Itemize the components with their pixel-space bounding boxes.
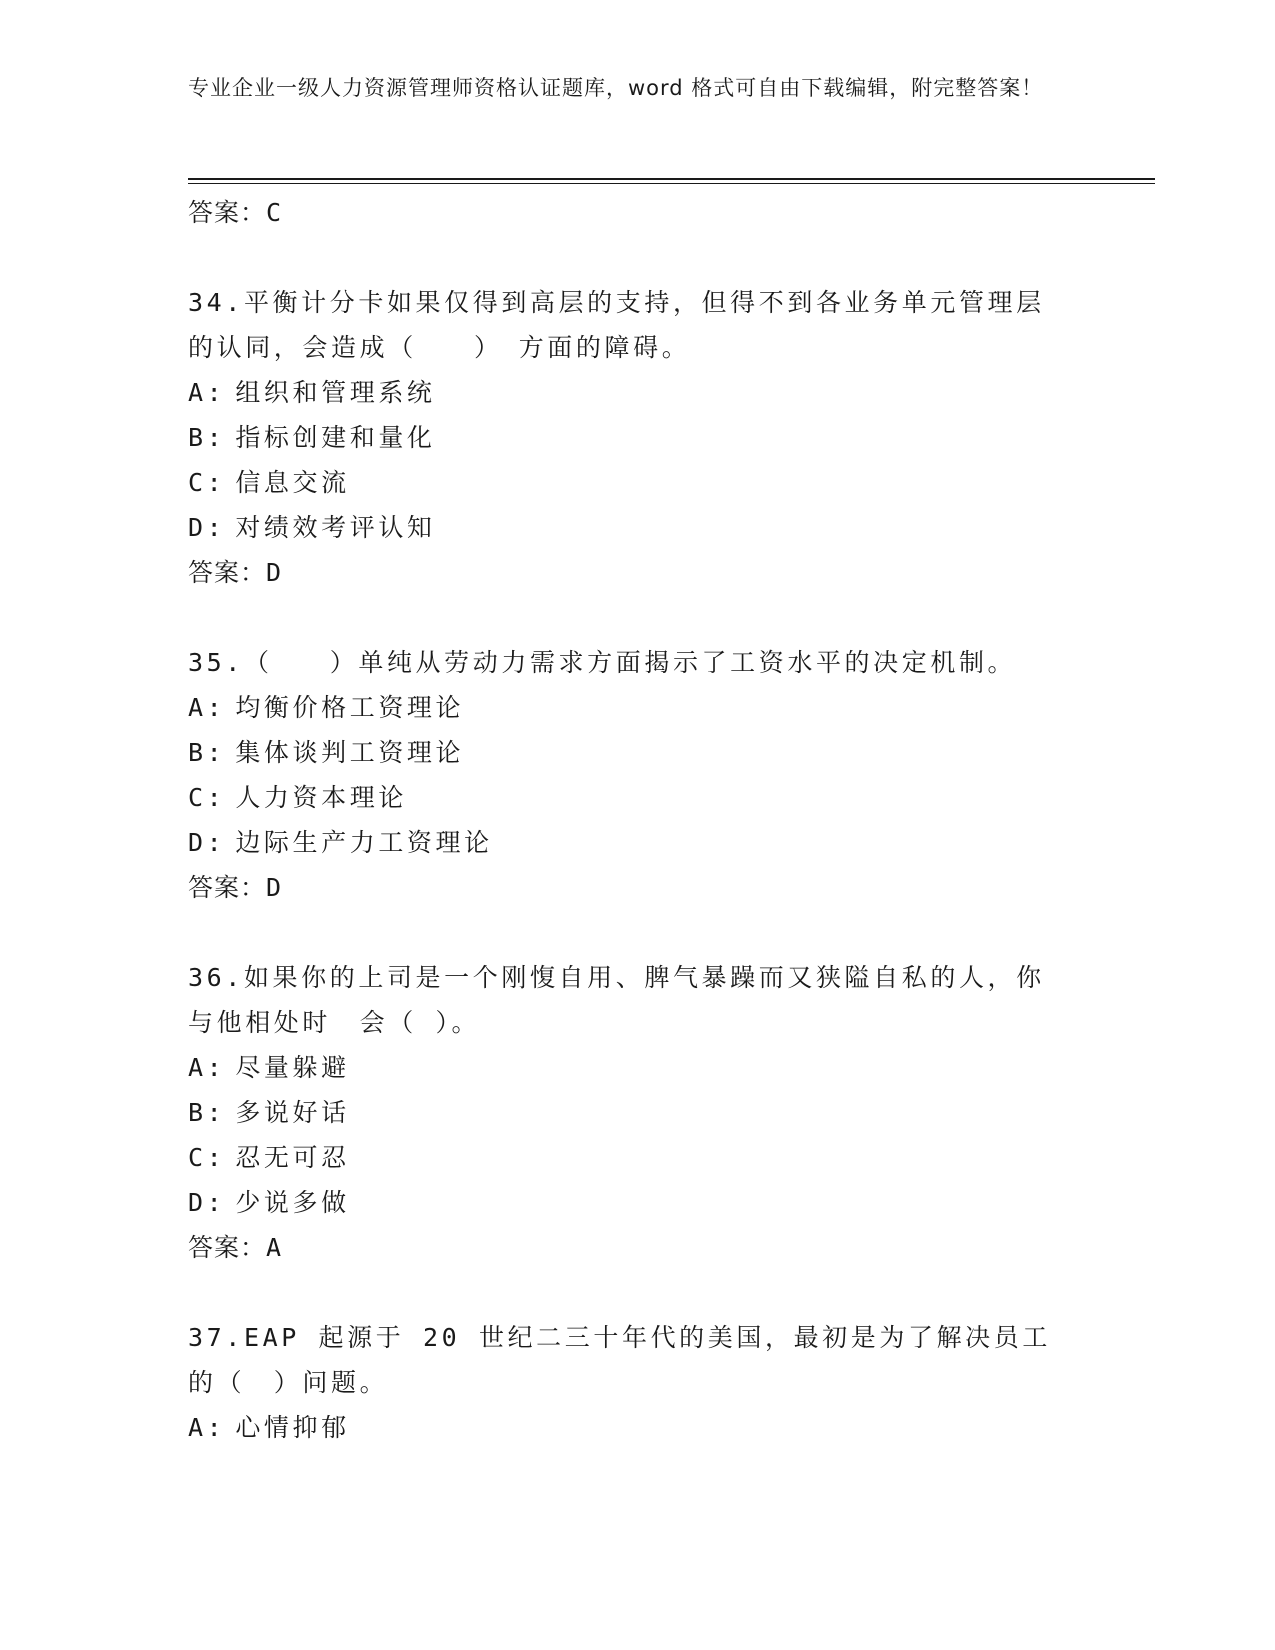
option-key: A:: [188, 1053, 226, 1082]
option-d: [188, 505, 1088, 550]
answer-line: [188, 865, 1088, 911]
option-text: 人力资本理论: [235, 783, 407, 812]
question-stem: 34.平衡计分卡如果仅得到高层的支持，但得不到各业务单元管理层的认同，会造成（ ） 方面的障碍。: [188, 288, 1045, 362]
option-a: [188, 1405, 1088, 1450]
option-text: 信息交流: [235, 468, 350, 497]
header-divider-thin: [188, 183, 1155, 184]
option-text: 边际生产力工资理论: [235, 828, 493, 857]
option-key: C:: [188, 783, 226, 812]
option-key: A:: [188, 693, 226, 722]
answer-label: 答案：: [188, 198, 267, 227]
option-key: B:: [188, 738, 226, 767]
option-text: 心情抑郁: [235, 1413, 350, 1442]
option-text: 忍无可忍: [235, 1143, 350, 1172]
option-b: [188, 730, 1088, 775]
option-key: C:: [188, 468, 226, 497]
question-list: [188, 190, 1088, 1450]
option-b: [188, 415, 1088, 460]
option-text: 集体谈判工资理论: [235, 738, 465, 767]
question-stem: 35.（ ）单纯从劳动力需求方面揭示了工资水平的决定机制。: [188, 648, 1017, 677]
option-d: [188, 1180, 1088, 1225]
option-c: [188, 1135, 1088, 1180]
option-c: [188, 775, 1088, 820]
question-36: [188, 955, 1088, 1271]
option-key: B:: [188, 423, 226, 452]
option-text: 组织和管理系统: [235, 378, 436, 407]
option-key: D:: [188, 513, 226, 542]
answer-value: A: [266, 1233, 283, 1262]
option-text: 均衡价格工资理论: [235, 693, 465, 722]
option-text: 少说多做: [235, 1188, 350, 1217]
answer-value: D: [266, 873, 283, 902]
question-35: [188, 640, 1088, 911]
answer-label: 答案：: [188, 873, 267, 902]
option-text: 多说好话: [235, 1098, 350, 1127]
answer-label: 答案：: [188, 558, 267, 587]
option-b: [188, 1090, 1088, 1135]
option-a: [188, 1045, 1088, 1090]
answer-value: D: [266, 558, 283, 587]
option-text: 尽量躲避: [235, 1053, 350, 1082]
option-key: A:: [188, 378, 226, 407]
question-stem: 37.EAP 起源于 20 世纪二三十年代的美国，最初是为了解决员工的（ ）问题。: [188, 1323, 1051, 1397]
question-34: [188, 280, 1088, 596]
option-c: [188, 460, 1088, 505]
page-header-text: 专业企业一级人力资源管理师资格认证题库，word 格式可自由下载编辑，附完整答案！: [188, 76, 1044, 100]
answer-label: 答案：: [188, 1233, 267, 1262]
option-a: [188, 685, 1088, 730]
option-key: D:: [188, 1188, 226, 1217]
option-text: 对绩效考评认知: [235, 513, 436, 542]
question-37: [188, 1315, 1088, 1450]
option-d: [188, 820, 1088, 865]
option-key: D:: [188, 828, 226, 857]
question-stem: 36.如果你的上司是一个刚愎自用、脾气暴躁而又狭隘自私的人，你与他相处时 会（ ）。: [188, 963, 1045, 1037]
answer-line: [188, 1225, 1088, 1271]
header-divider: [188, 178, 1155, 180]
answer-line: [188, 550, 1088, 596]
answer-line: [188, 190, 1088, 236]
option-key: B:: [188, 1098, 226, 1127]
answer-value: C: [266, 198, 283, 227]
option-text: 指标创建和量化: [235, 423, 436, 452]
option-key: A:: [188, 1413, 226, 1442]
option-a: [188, 370, 1088, 415]
option-key: C:: [188, 1143, 226, 1172]
